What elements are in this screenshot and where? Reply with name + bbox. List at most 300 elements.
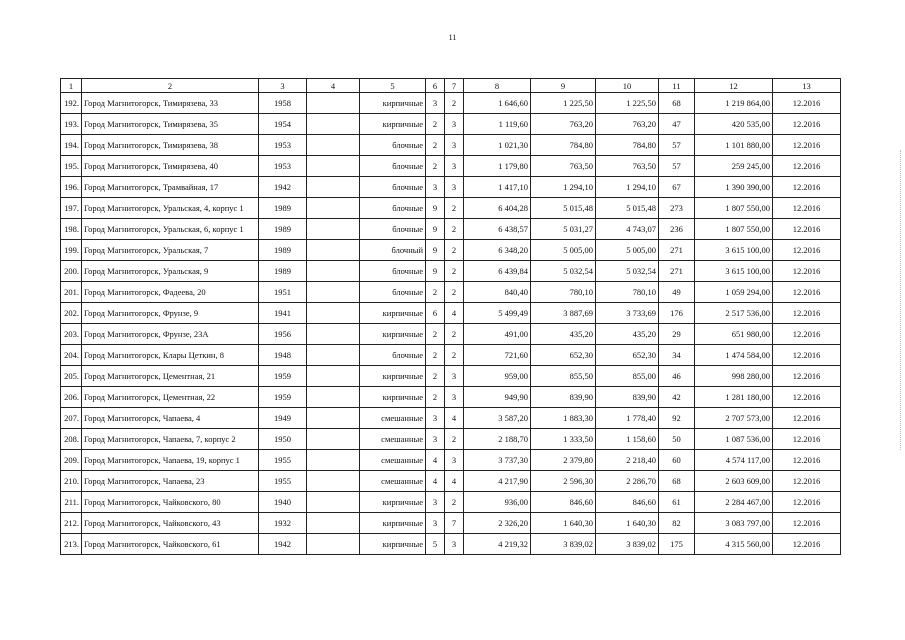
row-number-cell: 211. (61, 492, 82, 513)
column-4-cell (307, 177, 360, 198)
floors-cell: 2 (426, 345, 445, 366)
cost-cell: 259 245,00 (695, 156, 773, 177)
wall-material-cell: кирпичные (360, 303, 426, 324)
housing-register-table (60, 78, 841, 555)
address-cell: Город Магнитогорск, Чайковского, 80 (82, 492, 259, 513)
wall-material-cell: смешанные (360, 471, 426, 492)
build-year-cell: 1953 (259, 135, 307, 156)
entrances-cell: 3 (445, 450, 464, 471)
build-year-cell: 1950 (259, 429, 307, 450)
residential-area-cell: 784,80 (596, 135, 659, 156)
wall-material-cell: кирпичные (360, 324, 426, 345)
living-area-cell: 652,30 (531, 345, 596, 366)
row-number-cell: 200. (61, 261, 82, 282)
residents-cell: 47 (659, 114, 695, 135)
wall-material-cell: блочные (360, 156, 426, 177)
living-area-cell: 763,20 (531, 114, 596, 135)
deadline-cell: 12.2016 (773, 513, 841, 534)
residential-area-cell: 1 778,40 (596, 408, 659, 429)
wall-material-cell: блочные (360, 345, 426, 366)
living-area-cell: 1 883,30 (531, 408, 596, 429)
entrances-cell: 3 (445, 114, 464, 135)
cost-cell: 2 284 467,00 (695, 492, 773, 513)
entrances-cell: 2 (445, 492, 464, 513)
total-area-cell: 6 404,28 (464, 198, 531, 219)
column-header-2: 2 (82, 79, 259, 93)
row-number-cell: 197. (61, 198, 82, 219)
residential-area-cell: 5 005,00 (596, 240, 659, 261)
build-year-cell: 1959 (259, 366, 307, 387)
row-number-cell: 213. (61, 534, 82, 555)
column-4-cell (307, 513, 360, 534)
residential-area-cell: 2 218,40 (596, 450, 659, 471)
row-number-cell: 206. (61, 387, 82, 408)
wall-material-cell: кирпичные (360, 513, 426, 534)
build-year-cell: 1955 (259, 450, 307, 471)
entrances-cell: 4 (445, 303, 464, 324)
living-area-cell: 839,90 (531, 387, 596, 408)
wall-material-cell: блочные (360, 177, 426, 198)
column-number-row (61, 79, 841, 93)
cost-cell: 1 390 390,00 (695, 177, 773, 198)
column-4-cell (307, 219, 360, 240)
column-4-cell (307, 324, 360, 345)
residential-area-cell: 3 839,02 (596, 534, 659, 555)
residential-area-cell: 5 032,54 (596, 261, 659, 282)
wall-material-cell: блочные (360, 198, 426, 219)
table-row (61, 282, 841, 303)
column-4-cell (307, 261, 360, 282)
table-row (61, 324, 841, 345)
living-area-cell: 5 015,48 (531, 198, 596, 219)
column-4-cell (307, 387, 360, 408)
residents-cell: 273 (659, 198, 695, 219)
deadline-cell: 12.2016 (773, 261, 841, 282)
address-cell: Город Магнитогорск, Фадеева, 20 (82, 282, 259, 303)
entrances-cell: 3 (445, 366, 464, 387)
column-4-cell (307, 240, 360, 261)
row-number-cell: 204. (61, 345, 82, 366)
entrances-cell: 2 (445, 261, 464, 282)
floors-cell: 4 (426, 471, 445, 492)
deadline-cell: 12.2016 (773, 93, 841, 114)
living-area-cell: 2 596,30 (531, 471, 596, 492)
column-4-cell (307, 156, 360, 177)
cost-cell: 3 083 797,00 (695, 513, 773, 534)
build-year-cell: 1948 (259, 345, 307, 366)
entrances-cell: 3 (445, 534, 464, 555)
cost-cell: 1 087 536,00 (695, 429, 773, 450)
living-area-cell: 3 887,69 (531, 303, 596, 324)
deadline-cell: 12.2016 (773, 408, 841, 429)
cost-cell: 1 474 584,00 (695, 345, 773, 366)
residents-cell: 49 (659, 282, 695, 303)
living-area-cell: 1 294,10 (531, 177, 596, 198)
address-cell: Город Магнитогорск, Фрунзе, 9 (82, 303, 259, 324)
entrances-cell: 3 (445, 135, 464, 156)
total-area-cell: 959,00 (464, 366, 531, 387)
total-area-cell: 6 438,57 (464, 219, 531, 240)
residents-cell: 60 (659, 450, 695, 471)
deadline-cell: 12.2016 (773, 177, 841, 198)
row-number-cell: 207. (61, 408, 82, 429)
residents-cell: 176 (659, 303, 695, 324)
residential-area-cell: 4 743,07 (596, 219, 659, 240)
column-header-7: 7 (445, 79, 464, 93)
column-header-10: 10 (596, 79, 659, 93)
entrances-cell: 2 (445, 324, 464, 345)
build-year-cell: 1989 (259, 198, 307, 219)
deadline-cell: 12.2016 (773, 450, 841, 471)
total-area-cell: 2 188,70 (464, 429, 531, 450)
build-year-cell: 1989 (259, 219, 307, 240)
deadline-cell: 12.2016 (773, 219, 841, 240)
entrances-cell: 2 (445, 345, 464, 366)
row-number-cell: 210. (61, 471, 82, 492)
build-year-cell: 1955 (259, 471, 307, 492)
table-row (61, 492, 841, 513)
address-cell: Город Магнитогорск, Трамвайная, 17 (82, 177, 259, 198)
deadline-cell: 12.2016 (773, 345, 841, 366)
cost-cell: 651 980,00 (695, 324, 773, 345)
column-header-9: 9 (531, 79, 596, 93)
column-4-cell (307, 492, 360, 513)
living-area-cell: 784,80 (531, 135, 596, 156)
floors-cell: 9 (426, 198, 445, 219)
wall-material-cell: кирпичные (360, 114, 426, 135)
cost-cell: 1 807 550,00 (695, 198, 773, 219)
address-cell: Город Магнитогорск, Тимирязева, 35 (82, 114, 259, 135)
floors-cell: 3 (426, 429, 445, 450)
residents-cell: 57 (659, 156, 695, 177)
deadline-cell: 12.2016 (773, 387, 841, 408)
table-row (61, 534, 841, 555)
address-cell: Город Магнитогорск, Цементная, 21 (82, 366, 259, 387)
build-year-cell: 1958 (259, 93, 307, 114)
living-area-cell: 1 640,30 (531, 513, 596, 534)
build-year-cell: 1954 (259, 114, 307, 135)
living-area-cell: 5 005,00 (531, 240, 596, 261)
deadline-cell: 12.2016 (773, 429, 841, 450)
total-area-cell: 936,00 (464, 492, 531, 513)
total-area-cell: 6 439,84 (464, 261, 531, 282)
entrances-cell: 3 (445, 156, 464, 177)
wall-material-cell: смешанные (360, 450, 426, 471)
total-area-cell: 3 737,30 (464, 450, 531, 471)
column-4-cell (307, 114, 360, 135)
column-4-cell (307, 471, 360, 492)
column-header-12: 12 (695, 79, 773, 93)
build-year-cell: 1940 (259, 492, 307, 513)
table-row (61, 366, 841, 387)
residential-area-cell: 1 225,50 (596, 93, 659, 114)
column-header-3: 3 (259, 79, 307, 93)
floors-cell: 9 (426, 261, 445, 282)
living-area-cell: 763,50 (531, 156, 596, 177)
floors-cell: 2 (426, 324, 445, 345)
address-cell: Город Магнитогорск, Фрунзе, 23А (82, 324, 259, 345)
column-4-cell (307, 93, 360, 114)
address-cell: Город Магнитогорск, Чайковского, 43 (82, 513, 259, 534)
address-cell: Город Магнитогорск, Чапаева, 19, корпус 1 (82, 450, 259, 471)
total-area-cell: 2 326,20 (464, 513, 531, 534)
column-4-cell (307, 450, 360, 471)
cost-cell: 1 281 180,00 (695, 387, 773, 408)
residents-cell: 68 (659, 471, 695, 492)
floors-cell: 2 (426, 156, 445, 177)
column-header-11: 11 (659, 79, 695, 93)
entrances-cell: 2 (445, 93, 464, 114)
residents-cell: 67 (659, 177, 695, 198)
total-area-cell: 6 348,20 (464, 240, 531, 261)
deadline-cell: 12.2016 (773, 282, 841, 303)
cost-cell: 2 517 536,00 (695, 303, 773, 324)
total-area-cell: 721,60 (464, 345, 531, 366)
build-year-cell: 1941 (259, 303, 307, 324)
total-area-cell: 1 119,60 (464, 114, 531, 135)
deadline-cell: 12.2016 (773, 324, 841, 345)
total-area-cell: 4 219,32 (464, 534, 531, 555)
floors-cell: 3 (426, 93, 445, 114)
table-row (61, 387, 841, 408)
column-4-cell (307, 534, 360, 555)
residential-area-cell: 652,30 (596, 345, 659, 366)
cost-cell: 1 807 550,00 (695, 219, 773, 240)
wall-material-cell: смешанные (360, 408, 426, 429)
address-cell: Город Магнитогорск, Уральская, 7 (82, 240, 259, 261)
column-header-4: 4 (307, 79, 360, 93)
entrances-cell: 7 (445, 513, 464, 534)
residential-area-cell: 3 733,69 (596, 303, 659, 324)
row-number-cell: 198. (61, 219, 82, 240)
address-cell: Город Магнитогорск, Уральская, 6, корпус 1 (82, 219, 259, 240)
deadline-cell: 12.2016 (773, 135, 841, 156)
floors-cell: 3 (426, 513, 445, 534)
residents-cell: 68 (659, 93, 695, 114)
row-number-cell: 194. (61, 135, 82, 156)
wall-material-cell: блочный (360, 240, 426, 261)
deadline-cell: 12.2016 (773, 303, 841, 324)
cost-cell: 998 280,00 (695, 366, 773, 387)
table-row (61, 177, 841, 198)
table-row (61, 156, 841, 177)
build-year-cell: 1989 (259, 261, 307, 282)
table-row (61, 240, 841, 261)
wall-material-cell: кирпичные (360, 492, 426, 513)
living-area-cell: 846,60 (531, 492, 596, 513)
floors-cell: 9 (426, 219, 445, 240)
column-4-cell (307, 429, 360, 450)
residents-cell: 34 (659, 345, 695, 366)
address-cell: Город Магнитогорск, Уральская, 4, корпус 1 (82, 198, 259, 219)
total-area-cell: 1 179,80 (464, 156, 531, 177)
address-cell: Город Магнитогорск, Цементная, 22 (82, 387, 259, 408)
entrances-cell: 2 (445, 282, 464, 303)
total-area-cell: 5 499,49 (464, 303, 531, 324)
build-year-cell: 1942 (259, 534, 307, 555)
residents-cell: 271 (659, 240, 695, 261)
row-number-cell: 208. (61, 429, 82, 450)
address-cell: Город Магнитогорск, Чайковского, 61 (82, 534, 259, 555)
table-row (61, 198, 841, 219)
residents-cell: 29 (659, 324, 695, 345)
entrances-cell: 3 (445, 387, 464, 408)
floors-cell: 2 (426, 135, 445, 156)
residential-area-cell: 1 640,30 (596, 513, 659, 534)
living-area-cell: 5 032,54 (531, 261, 596, 282)
floors-cell: 6 (426, 303, 445, 324)
residents-cell: 271 (659, 261, 695, 282)
entrances-cell: 4 (445, 471, 464, 492)
table-row (61, 93, 841, 114)
row-number-cell: 212. (61, 513, 82, 534)
table-body (61, 93, 841, 555)
address-cell: Город Магнитогорск, Чапаева, 4 (82, 408, 259, 429)
residents-cell: 50 (659, 429, 695, 450)
build-year-cell: 1932 (259, 513, 307, 534)
total-area-cell: 840,40 (464, 282, 531, 303)
table-row (61, 408, 841, 429)
cost-cell: 1 059 294,00 (695, 282, 773, 303)
table-row (61, 429, 841, 450)
address-cell: Город Магнитогорск, Чапаева, 7, корпус 2 (82, 429, 259, 450)
cost-cell: 3 615 100,00 (695, 261, 773, 282)
floors-cell: 9 (426, 240, 445, 261)
entrances-cell: 2 (445, 429, 464, 450)
table-row (61, 450, 841, 471)
table-row (61, 219, 841, 240)
residents-cell: 61 (659, 492, 695, 513)
cost-cell: 4 315 560,00 (695, 534, 773, 555)
deadline-cell: 12.2016 (773, 471, 841, 492)
wall-material-cell: блочные (360, 261, 426, 282)
living-area-cell: 2 379,80 (531, 450, 596, 471)
cost-cell: 1 219 864,00 (695, 93, 773, 114)
residential-area-cell: 763,50 (596, 156, 659, 177)
deadline-cell: 12.2016 (773, 240, 841, 261)
row-number-cell: 199. (61, 240, 82, 261)
residents-cell: 42 (659, 387, 695, 408)
row-number-cell: 196. (61, 177, 82, 198)
residential-area-cell: 1 294,10 (596, 177, 659, 198)
residents-cell: 82 (659, 513, 695, 534)
living-area-cell: 780,10 (531, 282, 596, 303)
entrances-cell: 2 (445, 240, 464, 261)
floors-cell: 3 (426, 177, 445, 198)
residents-cell: 236 (659, 219, 695, 240)
wall-material-cell: смешанные (360, 429, 426, 450)
column-header-1: 1 (61, 79, 82, 93)
cost-cell: 1 101 880,00 (695, 135, 773, 156)
floors-cell: 3 (426, 408, 445, 429)
residential-area-cell: 763,20 (596, 114, 659, 135)
column-4-cell (307, 282, 360, 303)
wall-material-cell: кирпичные (360, 387, 426, 408)
column-header-5: 5 (360, 79, 426, 93)
build-year-cell: 1959 (259, 387, 307, 408)
residents-cell: 92 (659, 408, 695, 429)
address-cell: Город Магнитогорск, Тимирязева, 33 (82, 93, 259, 114)
address-cell: Город Магнитогорск, Чапаева, 23 (82, 471, 259, 492)
address-cell: Город Магнитогорск, Клары Цеткин, 8 (82, 345, 259, 366)
column-4-cell (307, 366, 360, 387)
total-area-cell: 491,00 (464, 324, 531, 345)
column-4-cell (307, 303, 360, 324)
cost-cell: 420 535,00 (695, 114, 773, 135)
floors-cell: 2 (426, 387, 445, 408)
residential-area-cell: 846,60 (596, 492, 659, 513)
wall-material-cell: кирпичные (360, 366, 426, 387)
table-row (61, 513, 841, 534)
residential-area-cell: 855,00 (596, 366, 659, 387)
residents-cell: 57 (659, 135, 695, 156)
residential-area-cell: 780,10 (596, 282, 659, 303)
column-4-cell (307, 198, 360, 219)
cost-cell: 3 615 100,00 (695, 240, 773, 261)
row-number-cell: 192. (61, 93, 82, 114)
wall-material-cell: блочные (360, 282, 426, 303)
floors-cell: 3 (426, 492, 445, 513)
column-header-13: 13 (773, 79, 841, 93)
row-number-cell: 203. (61, 324, 82, 345)
build-year-cell: 1956 (259, 324, 307, 345)
total-area-cell: 1 646,60 (464, 93, 531, 114)
entrances-cell: 3 (445, 177, 464, 198)
total-area-cell: 3 587,20 (464, 408, 531, 429)
deadline-cell: 12.2016 (773, 534, 841, 555)
column-header-8: 8 (464, 79, 531, 93)
build-year-cell: 1942 (259, 177, 307, 198)
row-number-cell: 202. (61, 303, 82, 324)
column-4-cell (307, 408, 360, 429)
table-row (61, 135, 841, 156)
column-header-6: 6 (426, 79, 445, 93)
floors-cell: 2 (426, 366, 445, 387)
floors-cell: 2 (426, 282, 445, 303)
cost-cell: 4 574 117,00 (695, 450, 773, 471)
living-area-cell: 435,20 (531, 324, 596, 345)
wall-material-cell: кирпичные (360, 93, 426, 114)
column-4-cell (307, 345, 360, 366)
address-cell: Город Магнитогорск, Тимирязева, 40 (82, 156, 259, 177)
total-area-cell: 4 217,90 (464, 471, 531, 492)
living-area-cell: 1 225,50 (531, 93, 596, 114)
living-area-cell: 3 839,02 (531, 534, 596, 555)
deadline-cell: 12.2016 (773, 366, 841, 387)
residential-area-cell: 839,90 (596, 387, 659, 408)
row-number-cell: 209. (61, 450, 82, 471)
table-row (61, 114, 841, 135)
total-area-cell: 949,90 (464, 387, 531, 408)
floors-cell: 5 (426, 534, 445, 555)
table-row (61, 345, 841, 366)
build-year-cell: 1953 (259, 156, 307, 177)
build-year-cell: 1951 (259, 282, 307, 303)
residential-area-cell: 1 158,60 (596, 429, 659, 450)
wall-material-cell: блочные (360, 219, 426, 240)
table-row (61, 303, 841, 324)
living-area-cell: 855,50 (531, 366, 596, 387)
entrances-cell: 2 (445, 219, 464, 240)
living-area-cell: 5 031,27 (531, 219, 596, 240)
wall-material-cell: блочные (360, 135, 426, 156)
address-cell: Город Магнитогорск, Тимирязева, 38 (82, 135, 259, 156)
floors-cell: 4 (426, 450, 445, 471)
address-cell: Город Магнитогорск, Уральская, 9 (82, 261, 259, 282)
cost-cell: 2 603 609,00 (695, 471, 773, 492)
build-year-cell: 1949 (259, 408, 307, 429)
row-number-cell: 205. (61, 366, 82, 387)
